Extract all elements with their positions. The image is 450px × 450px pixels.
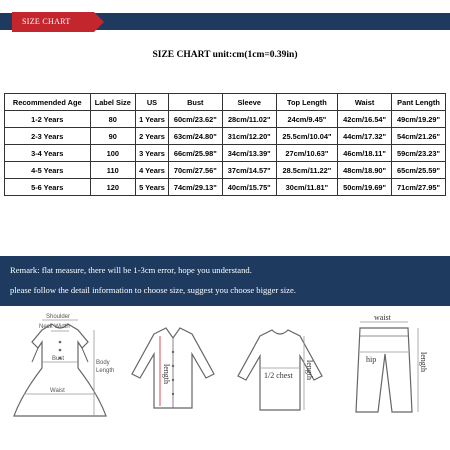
table-cell: 120 (90, 179, 136, 196)
bust-label: Bust (52, 356, 65, 362)
remark-line-1: Remark: flat measure, there will be 1-3cm error, hope you understand. (10, 265, 252, 275)
table-cell: 40cm/15.75" (222, 179, 276, 196)
table-cell: 28.5cm/11.22" (276, 162, 337, 179)
body-label: Body (96, 360, 110, 366)
table-cell: 4-5 Years (5, 162, 91, 179)
pants-waist-label: waist (374, 313, 391, 322)
top-drawing (228, 312, 332, 432)
table-row (5, 145, 446, 162)
chart-title: SIZE CHART unit:cm(1cm=0.39in) (152, 50, 298, 60)
top-illustration (228, 312, 332, 432)
table-row (5, 128, 446, 145)
table-cell: 5 Years (136, 179, 169, 196)
column-header: Top Length (276, 94, 337, 111)
column-header: Pant Length (392, 94, 446, 111)
shirt-illustration (124, 312, 222, 432)
table-cell: 48cm/18.90" (338, 162, 392, 179)
shirt-drawing (124, 312, 222, 432)
column-header: Bust (168, 94, 222, 111)
size-table (4, 93, 446, 196)
table-cell: 24cm/9.45" (276, 111, 337, 128)
half-chest-label: 1/2 chest (264, 371, 293, 380)
table-cell: 44cm/17.32" (338, 128, 392, 145)
column-header: Label Size (90, 94, 136, 111)
table-cell: 5-6 Years (5, 179, 91, 196)
dress-illustration (2, 312, 120, 432)
top-length-label: length (305, 360, 314, 380)
column-header: Sleeve (222, 94, 276, 111)
table-cell: 2 Years (136, 128, 169, 145)
table-cell: 2-3 Years (5, 128, 91, 145)
table-cell: 50cm/19.69" (338, 179, 392, 196)
shirt-length-label: length (162, 364, 171, 384)
neck-width-label: Neck Width (39, 324, 70, 330)
table-cell: 1 Years (136, 111, 169, 128)
table-cell: 37cm/14.57" (222, 162, 276, 179)
table-row (5, 179, 446, 196)
waist-label: Waist (50, 388, 65, 394)
table-cell: 28cm/11.02" (222, 111, 276, 128)
table-cell: 1-2 Years (5, 111, 91, 128)
table-cell: 74cm/29.13" (168, 179, 222, 196)
length-label: Length (96, 368, 115, 374)
table-cell: 25.5cm/10.04" (276, 128, 337, 145)
shoulder-label: Shoulder (46, 314, 71, 320)
table-cell: 71cm/27.95" (392, 179, 446, 196)
table-cell: 3 Years (136, 145, 169, 162)
pants-drawing (338, 312, 446, 432)
table-row (5, 111, 446, 128)
table-cell: 63cm/24.80" (168, 128, 222, 145)
table-header-row (5, 94, 446, 111)
table-cell: 31cm/12.20" (222, 128, 276, 145)
size-chart-tag: SIZE CHART (12, 12, 94, 32)
pants-hip-label: hip (366, 355, 377, 364)
table-cell: 60cm/23.62" (168, 111, 222, 128)
remark-band (0, 256, 450, 306)
remark-line-2: please follow the detail information to choose size, suggest you choose bigger size. (10, 285, 296, 295)
table-cell: 30cm/11.81" (276, 179, 337, 196)
table-cell: 59cm/23.23" (392, 145, 446, 162)
pants-length-label: length (419, 352, 428, 372)
table-cell: 66cm/25.98" (168, 145, 222, 162)
table-cell: 65cm/25.59" (392, 162, 446, 179)
table-cell: 27cm/10.63" (276, 145, 337, 162)
table-cell: 90 (90, 128, 136, 145)
table-cell: 100 (90, 145, 136, 162)
table-cell: 42cm/16.54" (338, 111, 392, 128)
table-cell: 70cm/27.56" (168, 162, 222, 179)
table-cell: 80 (90, 111, 136, 128)
table-cell: 46cm/18.11" (338, 145, 392, 162)
table-cell: 3-4 Years (5, 145, 91, 162)
table-cell: 110 (90, 162, 136, 179)
dress-drawing (2, 312, 120, 432)
column-header: Recommended Age (5, 94, 91, 111)
pants-illustration (338, 312, 446, 432)
column-header: Waist (338, 94, 392, 111)
table-cell: 34cm/13.39" (222, 145, 276, 162)
table-cell: 4 Years (136, 162, 169, 179)
table-row (5, 162, 446, 179)
table-cell: 54cm/21.26" (392, 128, 446, 145)
column-header: US (136, 94, 169, 111)
table-cell: 49cm/19.29" (392, 111, 446, 128)
